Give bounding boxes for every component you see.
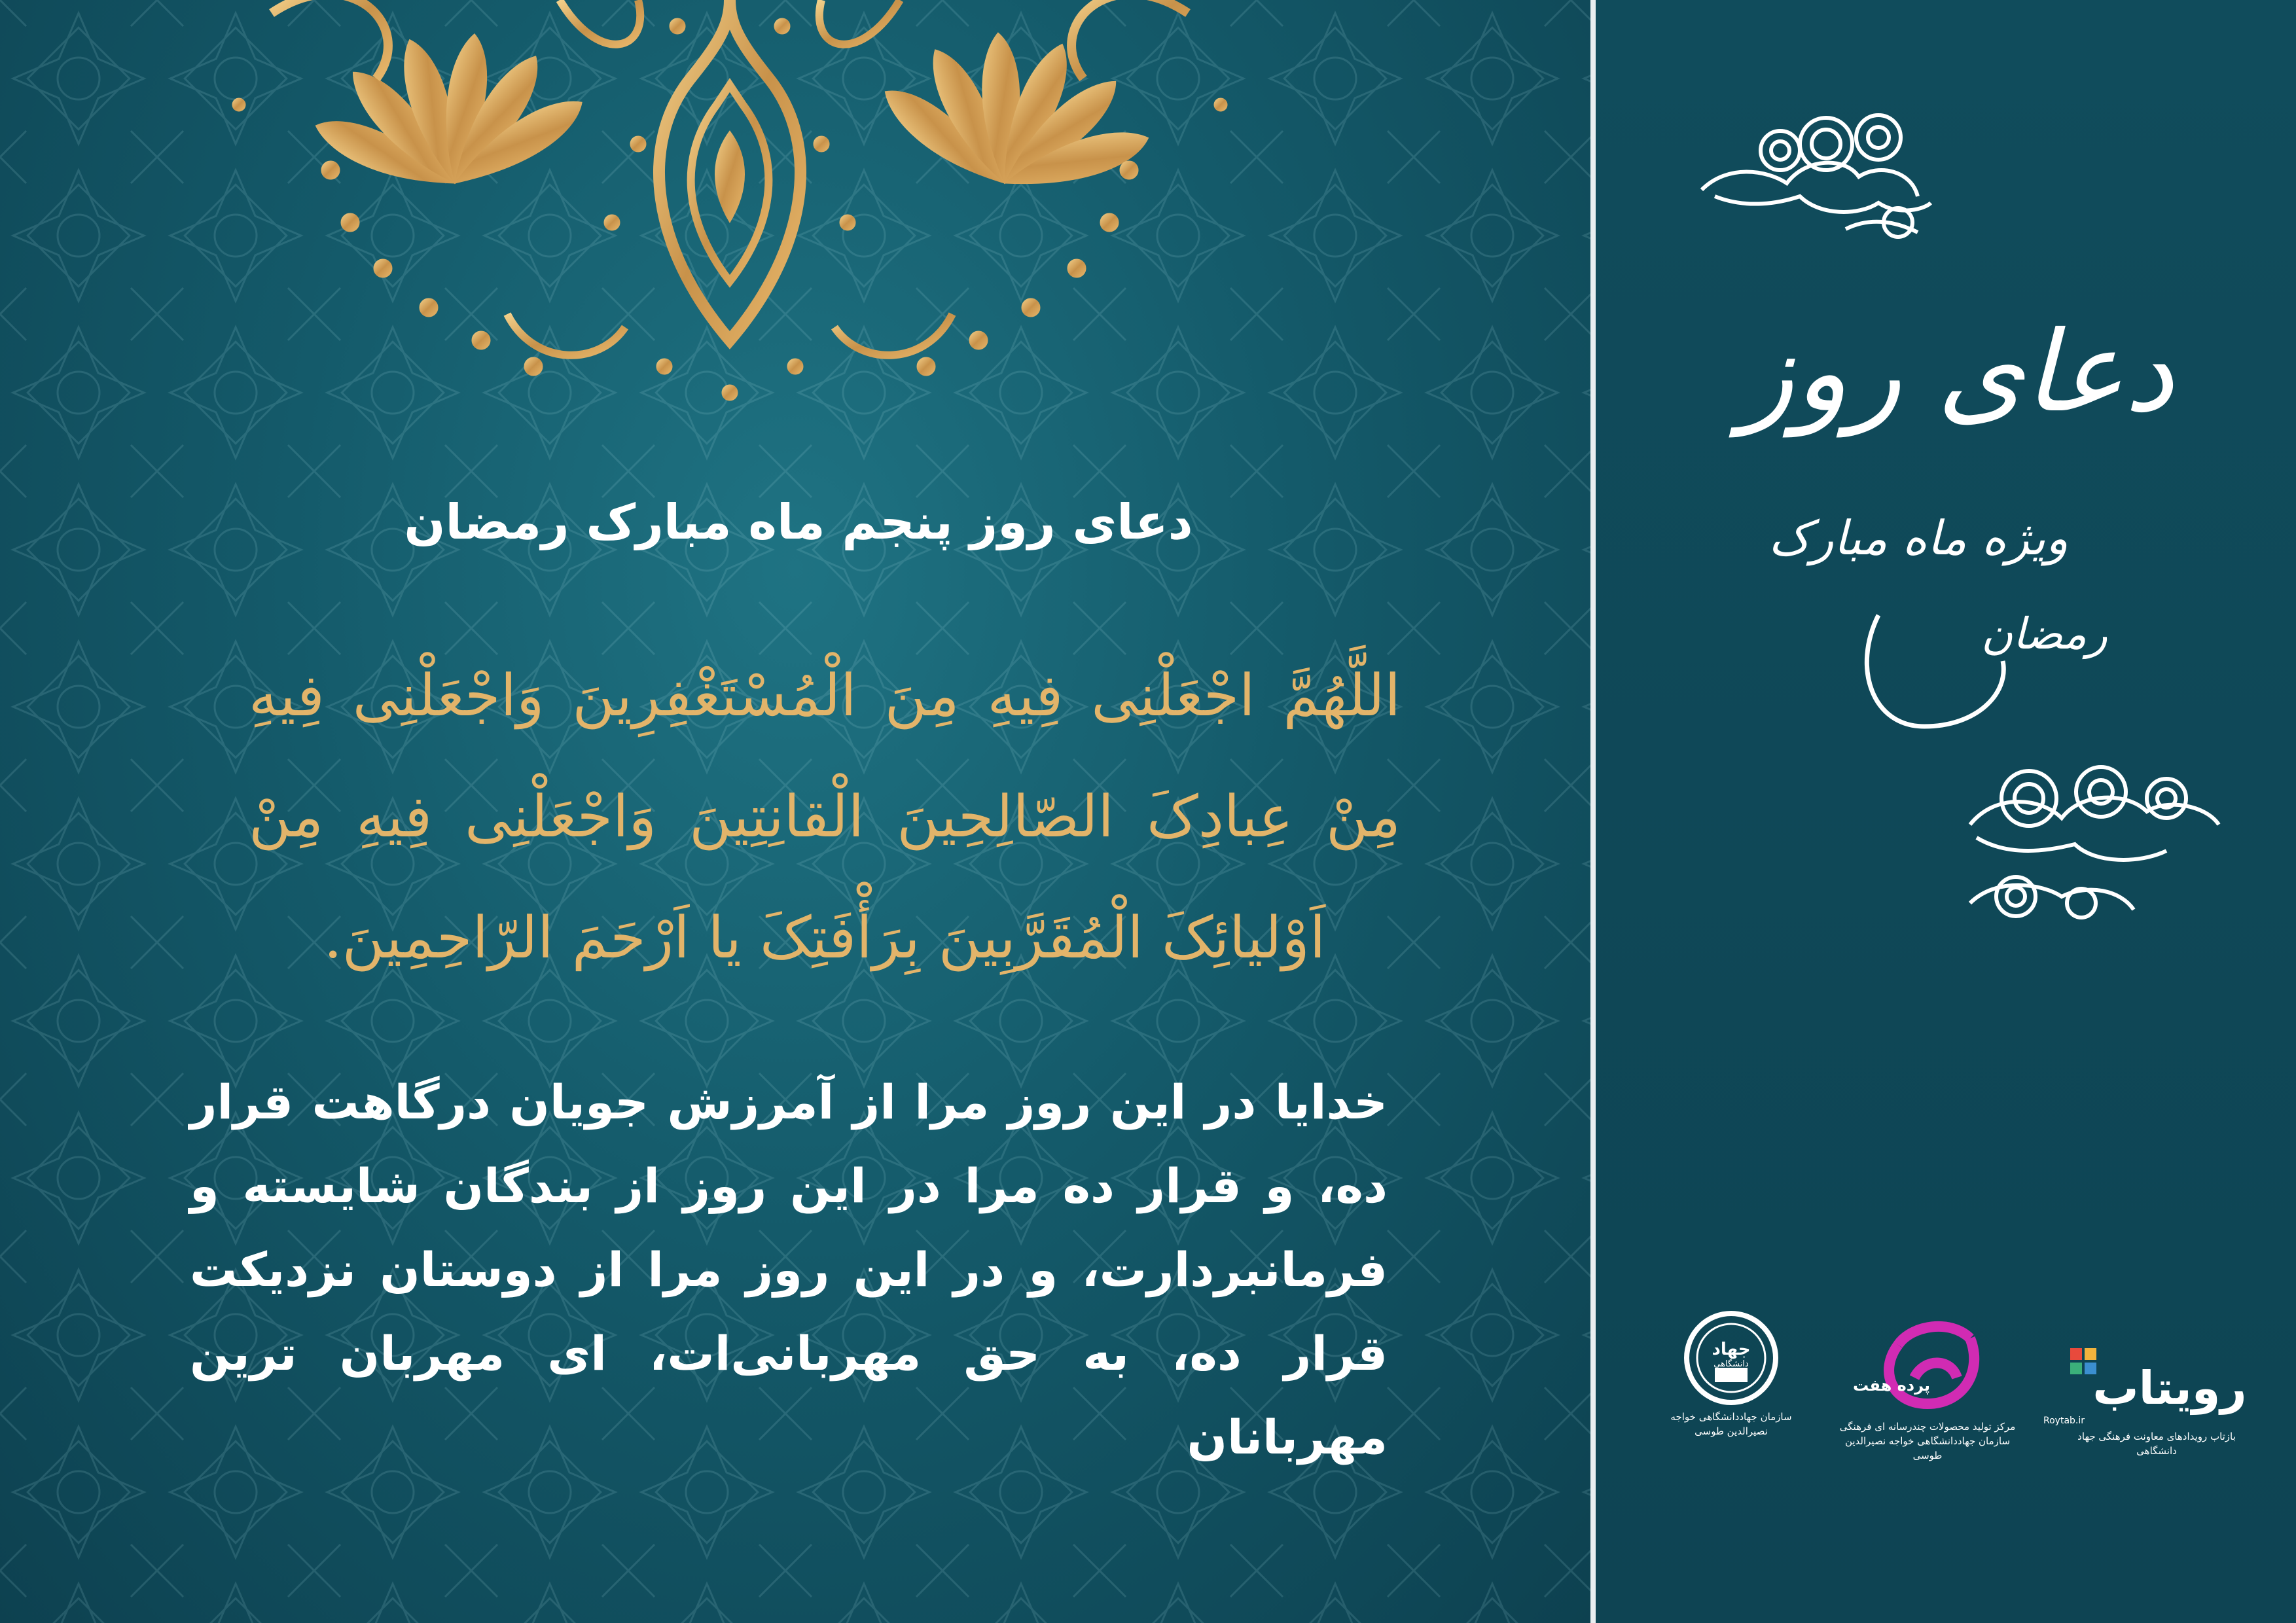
logo-jahad xyxy=(1666,1309,1797,1438)
page-subtitle: دعای روز پنجم ماه مبارک رمضان xyxy=(404,494,1193,550)
haft-pardeh-title: پرده هفت xyxy=(1852,1376,1931,1395)
roytab-logo-icon xyxy=(2043,1342,2248,1427)
jahad-title: جهاد xyxy=(1712,1340,1751,1359)
arabic-prayer-text: اللَّهُمَّ اجْعَلْنِی فِیهِ مِنَ الْمُسْتَغْفِرِینَ وَاجْعَلْنِی فِیهِ مِنْ عِبادِکَ الصّالِحِینَ الْقانِتِینَ وَاجْعَلْنِی فِیهِ مِنْ اَوْلیائِکَ الْمُقَرَّبِینَ بِرَأْفَتِکَ یا اَرْحَمَ الرّاحِمِینَ. xyxy=(249,662,1401,971)
roytab-url: Roytab.ir xyxy=(2043,1416,2085,1426)
side-subtitle-line1: ویژه ماه مبارک xyxy=(1768,510,2068,565)
side-subtitle-line2: رمضان xyxy=(1981,609,2108,659)
logo-roytab xyxy=(2043,1342,2251,1458)
calligraphy-swash xyxy=(1852,576,2062,746)
jahad-caption: سازمان جهاددانشگاهی خواجه نصیرالدین طوسی xyxy=(1670,1411,1792,1437)
jahad-seal-icon xyxy=(1682,1309,1780,1407)
jahad-subtitle: دانشگاهی xyxy=(1713,1359,1749,1369)
cloud-ornament-top xyxy=(1689,92,1944,249)
roytab-title: رویتاب xyxy=(2092,1361,2247,1415)
haft-pardeh-caption: مرکز تولید محصولات چندرسانه ای فرهنگی سازمان جهاددانشگاهی خواجه نصیرالدین طوسی xyxy=(1839,1421,2016,1461)
side-title: دعای روز xyxy=(1740,308,2174,437)
panel-divider xyxy=(1590,0,1596,1623)
logo-haft-pardeh xyxy=(1836,1306,2019,1463)
haft-pardeh-icon xyxy=(1852,1306,2003,1417)
roytab-caption: بازتاب رویدادهای معاونت فرهنگی جهاد دانشگاهی xyxy=(2077,1431,2236,1457)
gold-mandala-ornament xyxy=(141,0,1319,419)
cloud-ornament-bottom xyxy=(1957,746,2232,936)
persian-translation-text: خدایا در این روز مرا از آمرزش جویان درگاهت قرار ده، و قرار ده مرا در این روز از بندگان شایسته و فرمانبردارت، و در این روز مرا از دوستان نزدیکت قرار ده، به حق مهربانی‌ات، ای مهربان ترین مهربانان xyxy=(190,1075,1388,1465)
